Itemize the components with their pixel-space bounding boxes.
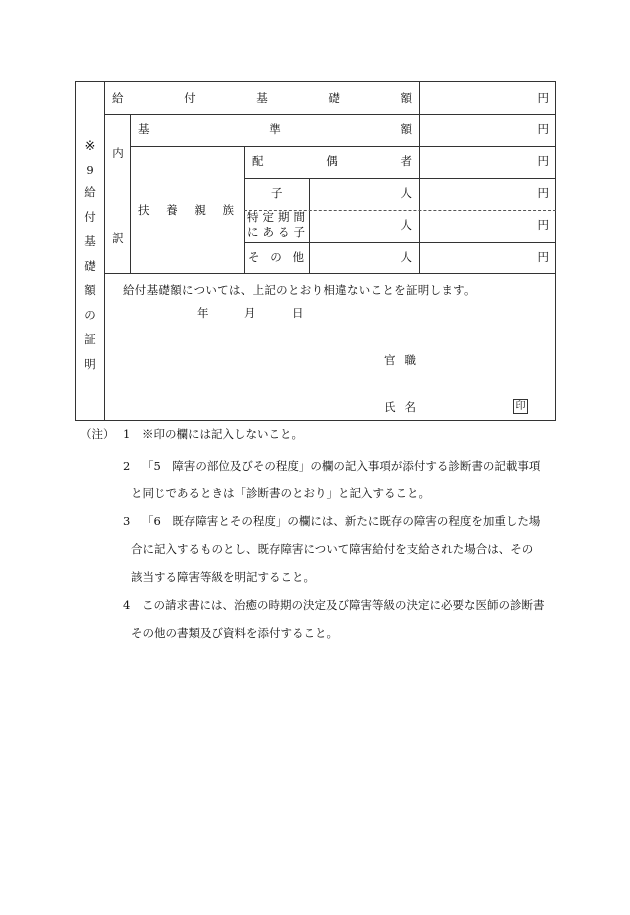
child-label: 子 (271, 186, 283, 200)
other-yen: 円 (537, 250, 549, 264)
grid-line (104, 114, 556, 115)
seal-mark: 印 (513, 399, 528, 414)
note-text: 「6 既存障害とその程度」の欄には、新たに既存の障害の程度を加重した場 (142, 514, 541, 528)
grid-line (130, 146, 556, 147)
other-person-unit: 人 (400, 250, 412, 264)
grid-line (244, 242, 556, 243)
specific-period-child-label-line1: 特 定 期 間 (247, 210, 305, 224)
breakdown-label: 内 訳 (112, 146, 124, 245)
day-label: 日 (292, 306, 304, 320)
section-mark: ※ (84, 139, 96, 154)
standard-amount-yen: 円 (537, 122, 549, 136)
specific-period-child-yen: 円 (537, 218, 549, 232)
child-person-unit: 人 (400, 186, 412, 200)
grid-line (244, 178, 556, 179)
official-title-label: 官 職 (384, 353, 416, 367)
base-amount-label: 給 付 基 礎 額 (112, 91, 412, 105)
child-yen: 円 (537, 186, 549, 200)
note-text: 合に記入するものとし、既存障害について障害給付を支給された場合は、その (131, 542, 534, 556)
note-number: 2 (123, 459, 131, 473)
notes-heading: （注） (80, 427, 115, 441)
year-label: 年 (197, 306, 209, 320)
month-label: 月 (244, 306, 256, 320)
section-number: 9 (86, 163, 94, 177)
note-text: と同じであるときは「診断書のとおり」と記入すること。 (131, 486, 430, 500)
base-amount-yen: 円 (537, 91, 549, 105)
note-text: この請求書には、治癒の時期の決定及び障害等級の決定に必要な医師の診断書 (142, 598, 545, 612)
dependents-label: 扶 養 親 族 (138, 203, 234, 217)
grid-line (104, 82, 105, 421)
grid-line-dashed (244, 210, 556, 211)
note-text: 該当する障害等級を明記すること。 (131, 570, 315, 584)
other-label: そ の 他 (248, 250, 304, 264)
note-number: 1 (123, 427, 131, 441)
grid-line (130, 115, 131, 274)
note-text: 「5 障害の部位及びその程度」の欄の記入事項が添付する診断書の記載事項 (142, 459, 541, 473)
note-number: 3 (123, 514, 131, 528)
standard-amount-label: 基 準 額 (138, 122, 412, 136)
note-text: その他の書類及び資料を添付すること。 (131, 626, 338, 640)
section-title: 給 付 基 礎 額 の 証 明 (84, 185, 96, 371)
note-text: ※印の欄には記入しないこと。 (142, 427, 303, 441)
spouse-label: 配 偶 者 (252, 154, 412, 168)
specific-period-child-person-unit: 人 (400, 218, 412, 232)
grid-line (104, 273, 556, 274)
note-number: 4 (123, 598, 131, 612)
specific-period-child-label-line2: に あ る 子 (247, 225, 305, 239)
spouse-yen: 円 (537, 154, 549, 168)
name-label: 氏 名 (384, 400, 416, 414)
benefit-base-amount-certificate (75, 81, 556, 421)
grid-line (309, 178, 310, 274)
certification-statement: 給付基礎額については、上記のとおり相違ないことを証明します。 (123, 283, 476, 297)
